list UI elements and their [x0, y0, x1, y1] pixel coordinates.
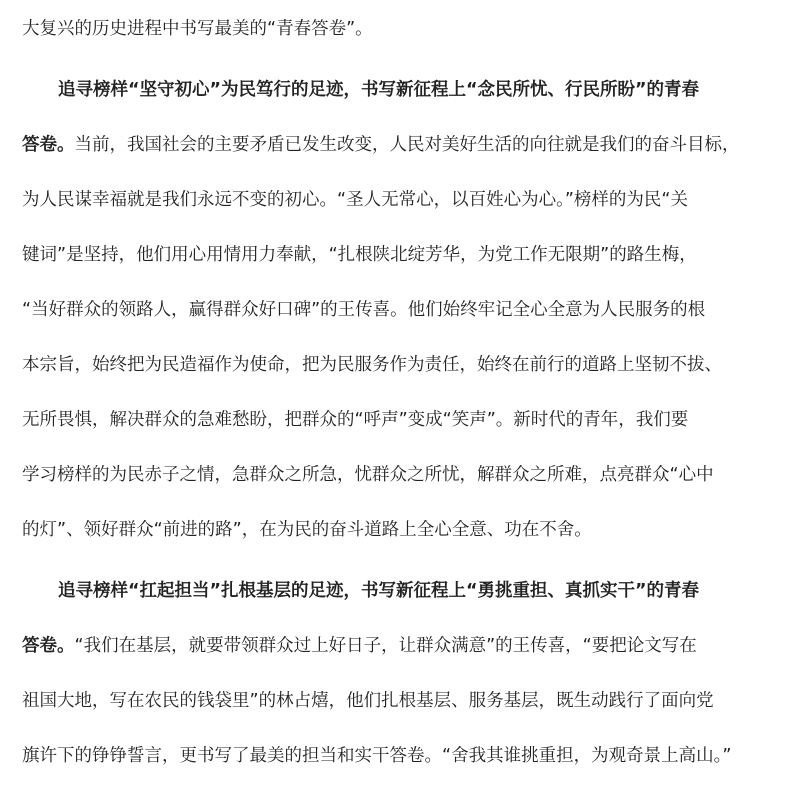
text-line	[22, 125, 782, 165]
text-segment: 的灯”、领好群众“前进的路”，在为民的奋斗道路上全心全意、功在不舍。	[22, 520, 592, 540]
text-segment: 当前，我国社会的主要矛盾已发生改变，人民对美好生活的向往就是我们的奋斗目标，	[74, 135, 740, 155]
text-segment: 祖国大地，写在农民的钱袋里”的林占熺，他们扎根基层、服务基层，既生动践行了面向党	[22, 691, 714, 711]
text-line	[22, 180, 782, 220]
text-line	[22, 235, 782, 275]
text-segment-bold: 追寻榜样“坚守初心”为民笃行的足迹，书写新征程上“念民所忧、行民所盼”的青春	[58, 80, 700, 100]
text-line	[22, 400, 782, 440]
text-segment: 旗许下的铮铮誓言，更书写了最美的担当和实干答卷。“舍我其谁挑重担，为观奇景上高山。”	[22, 746, 732, 766]
text-line	[22, 626, 782, 666]
text-segment: 键词”是坚持，他们用心用情用力奉献，“扎根陕北绽芳华，为党工作无限期”的路生梅，	[22, 245, 697, 265]
text-segment: 本宗旨，始终把为民造福作为使命，把为民服务作为责任，始终在前行的道路上坚韧不拔、	[22, 355, 722, 375]
text-line	[22, 455, 782, 495]
paragraph-heading-line	[58, 70, 782, 110]
text-segment: 无所畏惧，解决群众的急难愁盼，把群众的“呼声”变成“笑声”。新时代的青年，我们要	[22, 410, 689, 430]
paragraph-heading-line	[58, 571, 782, 611]
text-segment-bold: 追寻榜样“扛起担当”扎根基层的足迹，书写新征程上“勇挑重担、真抓实干”的青春	[58, 581, 700, 601]
text-line	[22, 681, 782, 721]
text-segment-bold: 答卷。	[22, 135, 75, 155]
text-segment-bold: 答卷。	[22, 636, 75, 656]
text-line	[22, 345, 782, 385]
text-line	[22, 510, 782, 550]
text-segment: 为人民谋幸福就是我们永远不变的初心。“圣人无常心，以百姓心为心。”榜样的为民“关	[22, 190, 688, 210]
text-line	[22, 290, 782, 330]
text-segment: 学习榜样的为民赤子之情，急群众之所急，忧群众之所忧，解群众之所难，点亮群众“心中	[22, 465, 714, 485]
text-line	[22, 9, 782, 49]
text-segment: “我们在基层，就要带领群众过上好日子，让群众满意”的王传喜，“要把论文写在	[74, 636, 697, 656]
text-line	[22, 736, 782, 776]
text-segment: “当好群众的领路人，赢得群众好口碑”的王传喜。他们始终牢记全心全意为人民服务的根	[22, 300, 706, 320]
text-segment: 大复兴的历史进程中书写最美的“青春答卷”。	[22, 19, 373, 39]
